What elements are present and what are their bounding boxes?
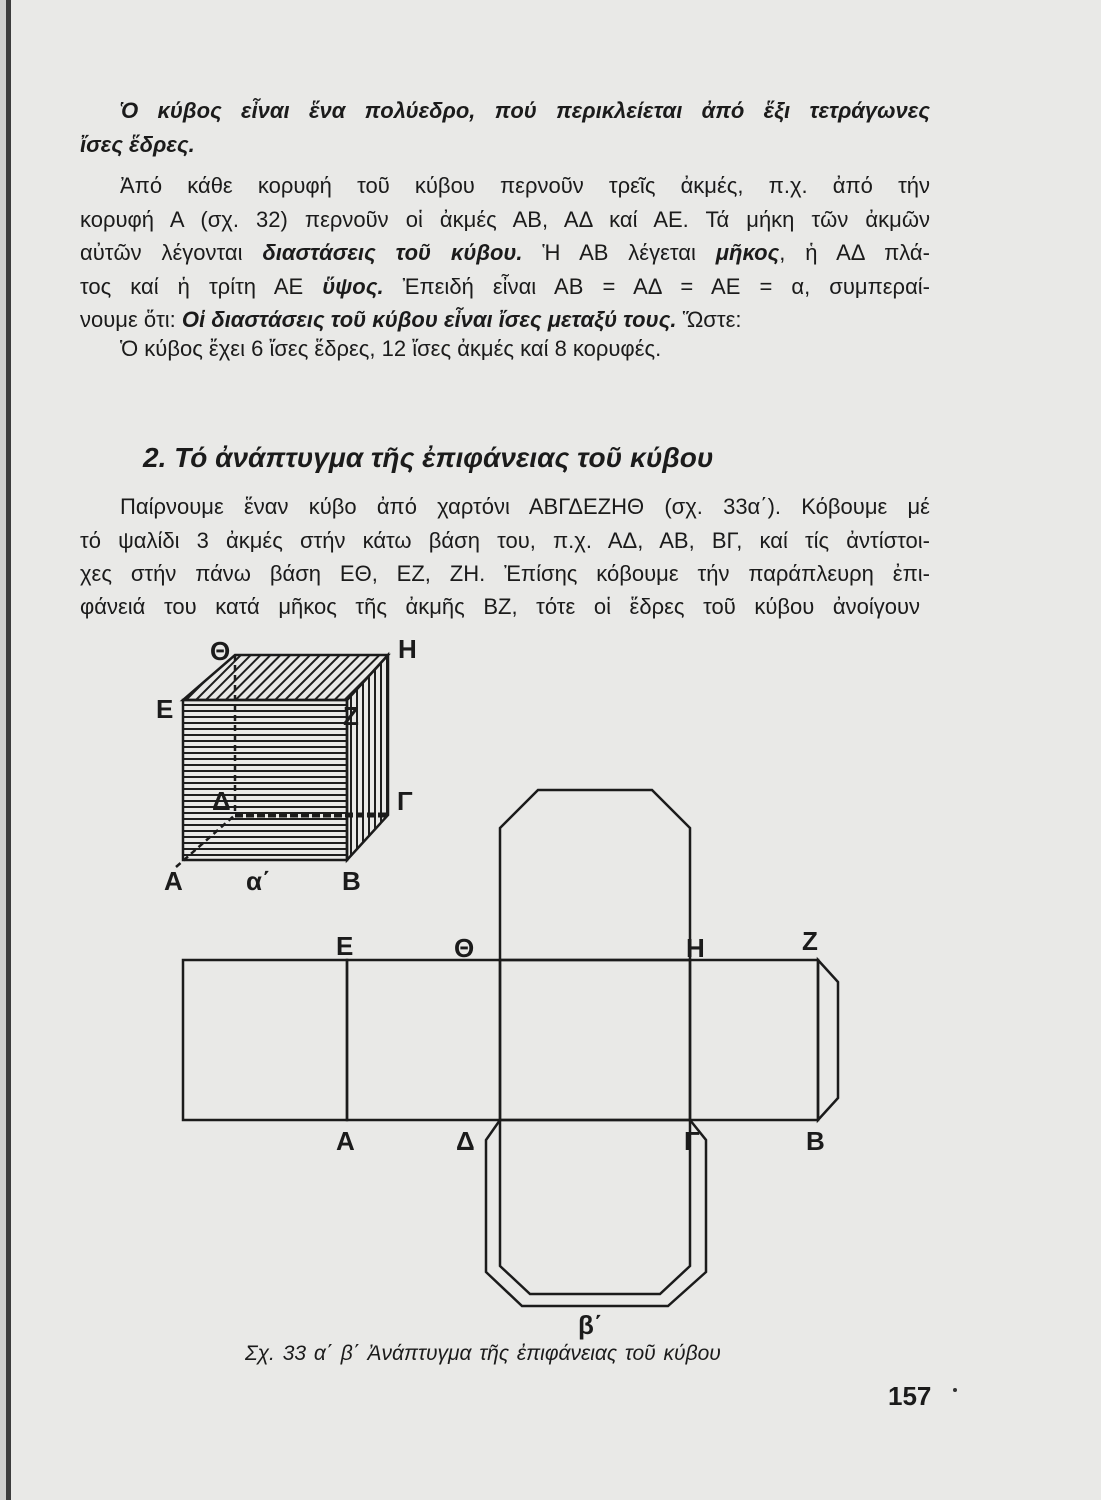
edge-label: β΄ bbox=[578, 1310, 603, 1340]
text-line: Ἀπό κάθε κορυφή τοῦ κύβου περνοῦν τρεῖς ἀκμές, π.χ. ἀπό τήν bbox=[120, 173, 930, 198]
text-run: , ἡ ΑΔ πλά- bbox=[779, 240, 930, 265]
text-run: τος καί ἡ τρίτη ΑΕ bbox=[80, 274, 323, 299]
scan-speck bbox=[953, 1388, 957, 1392]
figure-caption: Σχ. 33 α΄ β΄ Ἀνάπτυγμα τῆς ἐπιφάνειας τοῦ κύβου bbox=[245, 1342, 721, 1365]
net-face-bottom bbox=[500, 1120, 690, 1294]
definition-line: Ὁ κύβος εἶναι ἕνα πολύεδρο, πού περικλείεται ἀπό ἕξι τετράγωνες bbox=[120, 98, 930, 123]
emphasis: διαστάσεις τοῦ κύβου. bbox=[262, 240, 523, 265]
text-run: Ἐπειδή εἶναι ΑΒ = ΑΔ = ΑΕ = α, συμπεραί- bbox=[383, 274, 930, 299]
vertex-label: Δ bbox=[212, 786, 231, 816]
vertex-label: Θ bbox=[210, 636, 231, 666]
text-run: Ὥστε: bbox=[676, 307, 742, 332]
figure-33 bbox=[0, 620, 1101, 1350]
text-line bbox=[80, 305, 742, 335]
vertex-label: Ζ bbox=[802, 926, 818, 956]
vertex-label: Η bbox=[686, 933, 705, 963]
definition-line: ἴσες ἕδρες. bbox=[80, 132, 195, 157]
vertex-label: Η bbox=[398, 634, 417, 664]
vertex-label: Δ bbox=[456, 1126, 475, 1156]
cube-front-face bbox=[183, 700, 347, 860]
cube-net bbox=[183, 790, 838, 1340]
section-heading: 2. Τό ἀνάπτυγμα τῆς ἐπιφάνειας τοῦ κύβου bbox=[143, 442, 714, 473]
emphasis: ὕψος. bbox=[322, 274, 384, 299]
vertex-label: Ε bbox=[156, 694, 174, 724]
vertex-label: Β bbox=[342, 866, 361, 896]
emphasis: μῆκος bbox=[715, 240, 780, 265]
text-line: κορυφή Α (σχ. 32) περνοῦν οἱ ἀκμές ΑΒ, ΑΔ καί ΑΕ. Τά μήκη τῶν ἀκμῶν bbox=[80, 207, 930, 232]
text-line: χες στήν πάνω βάση ΕΘ, ΕΖ, ΖΗ. Ἐπίσης κόβουμε τήν παράπλευρη ἐπι- bbox=[80, 561, 930, 586]
text-line: τό ψαλίδι 3 ἀκμές στήν κάτω βάση του, π.χ. ΑΔ, ΑΒ, ΒΓ, καί τίς ἀντίστοι- bbox=[80, 528, 930, 553]
text-run: Ἡ ΑΒ λέγεται bbox=[522, 240, 716, 265]
vertex-label: Ε bbox=[336, 931, 354, 961]
text-line bbox=[80, 238, 930, 268]
vertex-label: Γ bbox=[397, 786, 413, 816]
text-run: νουμε ὅτι: bbox=[80, 307, 182, 332]
vertex-label: Θ bbox=[454, 933, 475, 963]
net-face-top bbox=[500, 790, 690, 960]
vertex-label: Α bbox=[336, 1126, 355, 1156]
vertex-label: Ζ bbox=[343, 701, 359, 731]
text-run: αὐτῶν λέγονται bbox=[80, 240, 263, 265]
summary-line: Ὁ κύβος ἔχει 6 ἴσες ἕδρες, 12 ἴσες ἀκμές καί 8 κορυφές. bbox=[120, 336, 662, 361]
cube-drawing bbox=[156, 634, 417, 896]
net-face bbox=[347, 960, 500, 1120]
page-number: 157 bbox=[888, 1381, 932, 1411]
net-face bbox=[183, 960, 347, 1120]
text-line: Παίρνουμε ἕναν κύβο ἀπό χαρτόνι ΑΒΓΔΕΖΗΘ (σχ. 33α΄). Κόβουμε μέ bbox=[120, 494, 930, 519]
vertex-label: Γ bbox=[684, 1126, 700, 1156]
edge-label: α΄ bbox=[246, 866, 271, 896]
net-flap-bottom bbox=[486, 1120, 706, 1306]
net-face bbox=[690, 960, 818, 1120]
text-line bbox=[80, 272, 930, 302]
vertex-label: Β bbox=[806, 1126, 825, 1156]
emphasis: Οἱ διαστάσεις τοῦ κύβου εἶναι ἴσες μεταξύ τους. bbox=[181, 307, 677, 332]
vertex-label: Α bbox=[164, 866, 183, 896]
net-face bbox=[500, 960, 690, 1120]
text-line: φάνειά του κατά μῆκος τῆς ἀκμῆς ΒΖ, τότε οἱ ἕδρες τοῦ κύβου ἀνοίγουν bbox=[80, 594, 920, 619]
net-flap bbox=[818, 960, 838, 1120]
